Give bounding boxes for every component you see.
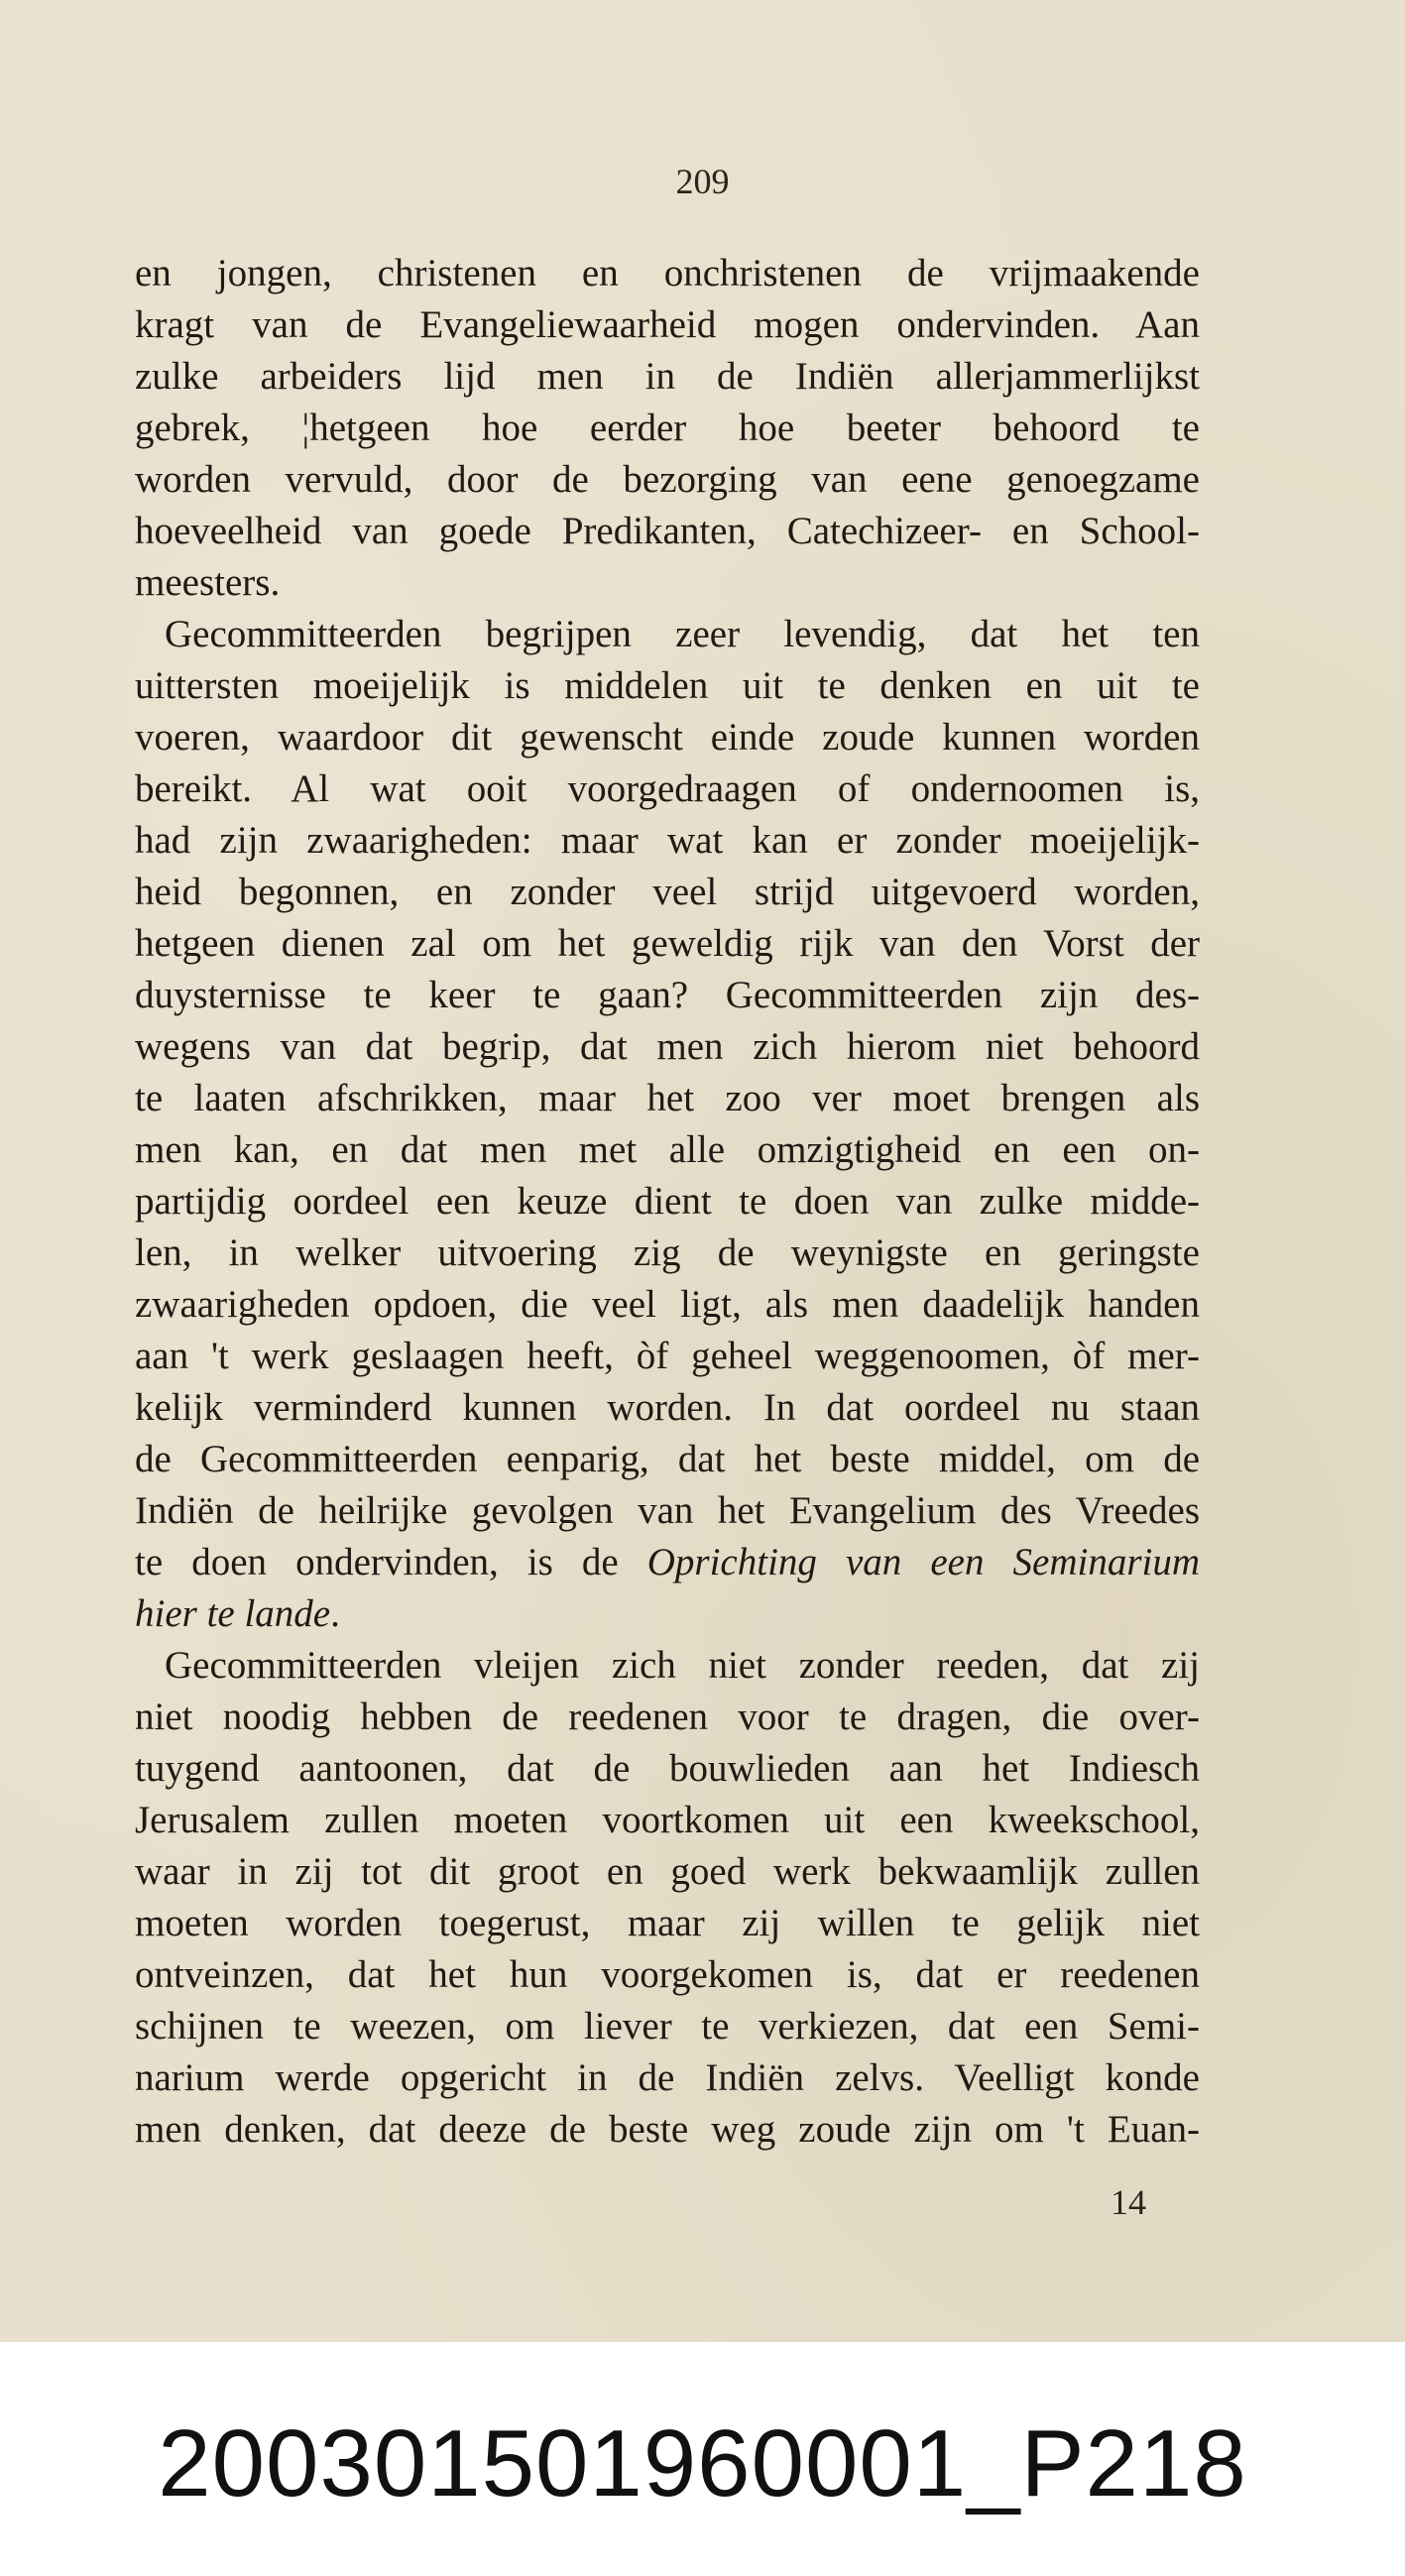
text-line: meesters.: [135, 561, 281, 604]
text-line: ontveinzen, dat het hun voorgekomen is, dat er reedenen: [135, 1953, 1200, 1996]
text-line: aan 't werk geslaagen heeft, òf geheel weggenoomen, òf mer-: [135, 1335, 1200, 1377]
text-line: schijnen te weezen, om liever te verkiezen, dat een Semi-: [135, 2005, 1200, 2048]
text-line: hetgeen dienen zal om het geweldig rijk van den Vorst der: [135, 922, 1200, 965]
text-line: Jerusalem zullen moeten voortkomen uit een kweekschool,: [135, 1799, 1200, 1841]
text-line: heid begonnen, en zonder veel strijd uitgevoerd worden,: [135, 871, 1200, 913]
text-line: moeten worden toegerust, maar zij willen te gelijk niet: [135, 1902, 1200, 1944]
text-line: te laaten afschrikken, maar het zoo ver moet brengen als: [135, 1077, 1200, 1119]
text-line: partijdig oordeel een keuze dient te doen van zulke midde-: [135, 1180, 1200, 1223]
text-line: zulke arbeiders lijd men in de Indiën allerjammerlijkst: [135, 355, 1200, 398]
text-line: kragt van de Evangeliewaarheid mogen ondervinden. Aan: [135, 303, 1200, 346]
text-line: wegens van dat begrip, dat men zich hierom niet behoord: [135, 1025, 1200, 1068]
text-line: waar in zij tot dit groot en goed werk bekwaamlijk zullen: [135, 1850, 1200, 1893]
text-line: kelijk verminderd kunnen worden. In dat oordeel nu staan: [135, 1386, 1200, 1429]
text-line: hoeveelheid van goede Predikanten, Catechizeer- en School-: [135, 510, 1200, 552]
text-line: duysternisse te keer te gaan? Gecommitteerden zijn des-: [135, 974, 1200, 1016]
italic-title: hier te lande: [135, 1592, 331, 1635]
text-line: Indiën de heilrijke gevolgen van het Evangelium des Vreedes: [135, 1489, 1200, 1532]
text-line: bereikt. Al wat ooit voorgedraagen of ondernoomen is,: [135, 767, 1200, 810]
text-line-with-italic: [135, 1537, 1200, 1588]
text-line: niet noodig hebben de reedenen voor te dragen, die over-: [135, 1696, 1200, 1738]
text-line: voeren, waardoor dit gewenscht einde zoude kunnen worden: [135, 716, 1200, 759]
italic-title: Oprichting van een Seminarium: [646, 1541, 1200, 1583]
text-segment: te doen ondervinden, is de: [135, 1541, 647, 1583]
text-line: len, in welker uitvoering zig de weynigste en geringste: [135, 1231, 1200, 1274]
text-line: tuygend aantoonen, dat de bouwlieden aan het Indiesch: [135, 1747, 1200, 1790]
text-line: narium werde opgericht in de Indiën zelvs. Veelligt konde: [135, 2056, 1200, 2099]
signature-mark: 14: [1111, 2182, 1146, 2222]
text-line: en jongen, christenen en onchristenen de vrijmaakende: [135, 252, 1200, 294]
page-number: 209: [675, 162, 730, 201]
body-text: [135, 248, 1200, 2156]
text-segment: .: [330, 1592, 340, 1635]
text-line: gebrek, ¦hetgeen hoe eerder hoe beeter behoord te: [135, 407, 1200, 449]
text-line: uittersten moeijelijk is middelen uit te denken en uit te: [135, 664, 1200, 707]
text-line: Gecommitteerden vleijen zich niet zonder reeden, dat zij: [165, 1644, 1200, 1687]
text-line-with-italic: [135, 1588, 1200, 1640]
catalog-id: 20030150196000​1_P218: [158, 2410, 1247, 2517]
text-line: men denken, dat deeze de beste weg zoude zijn om 't Euan-: [135, 2108, 1200, 2151]
text-line: men kan, en dat men met alle omzigtigheid en een on-: [135, 1128, 1200, 1171]
text-line: de Gecommitteerden eenparig, dat het beste middel, om de: [135, 1438, 1200, 1480]
text-line: zwaarigheden opdoen, die veel ligt, als men daadelijk handen: [135, 1283, 1200, 1326]
text-line: worden vervuld, door de bezorging van eene genoegzame: [135, 458, 1200, 501]
text-line: had zijn zwaarigheden: maar wat kan er zonder moeijelijk-: [135, 819, 1200, 862]
text-line: Gecommitteerden begrijpen zeer levendig, dat het ten: [165, 613, 1200, 655]
